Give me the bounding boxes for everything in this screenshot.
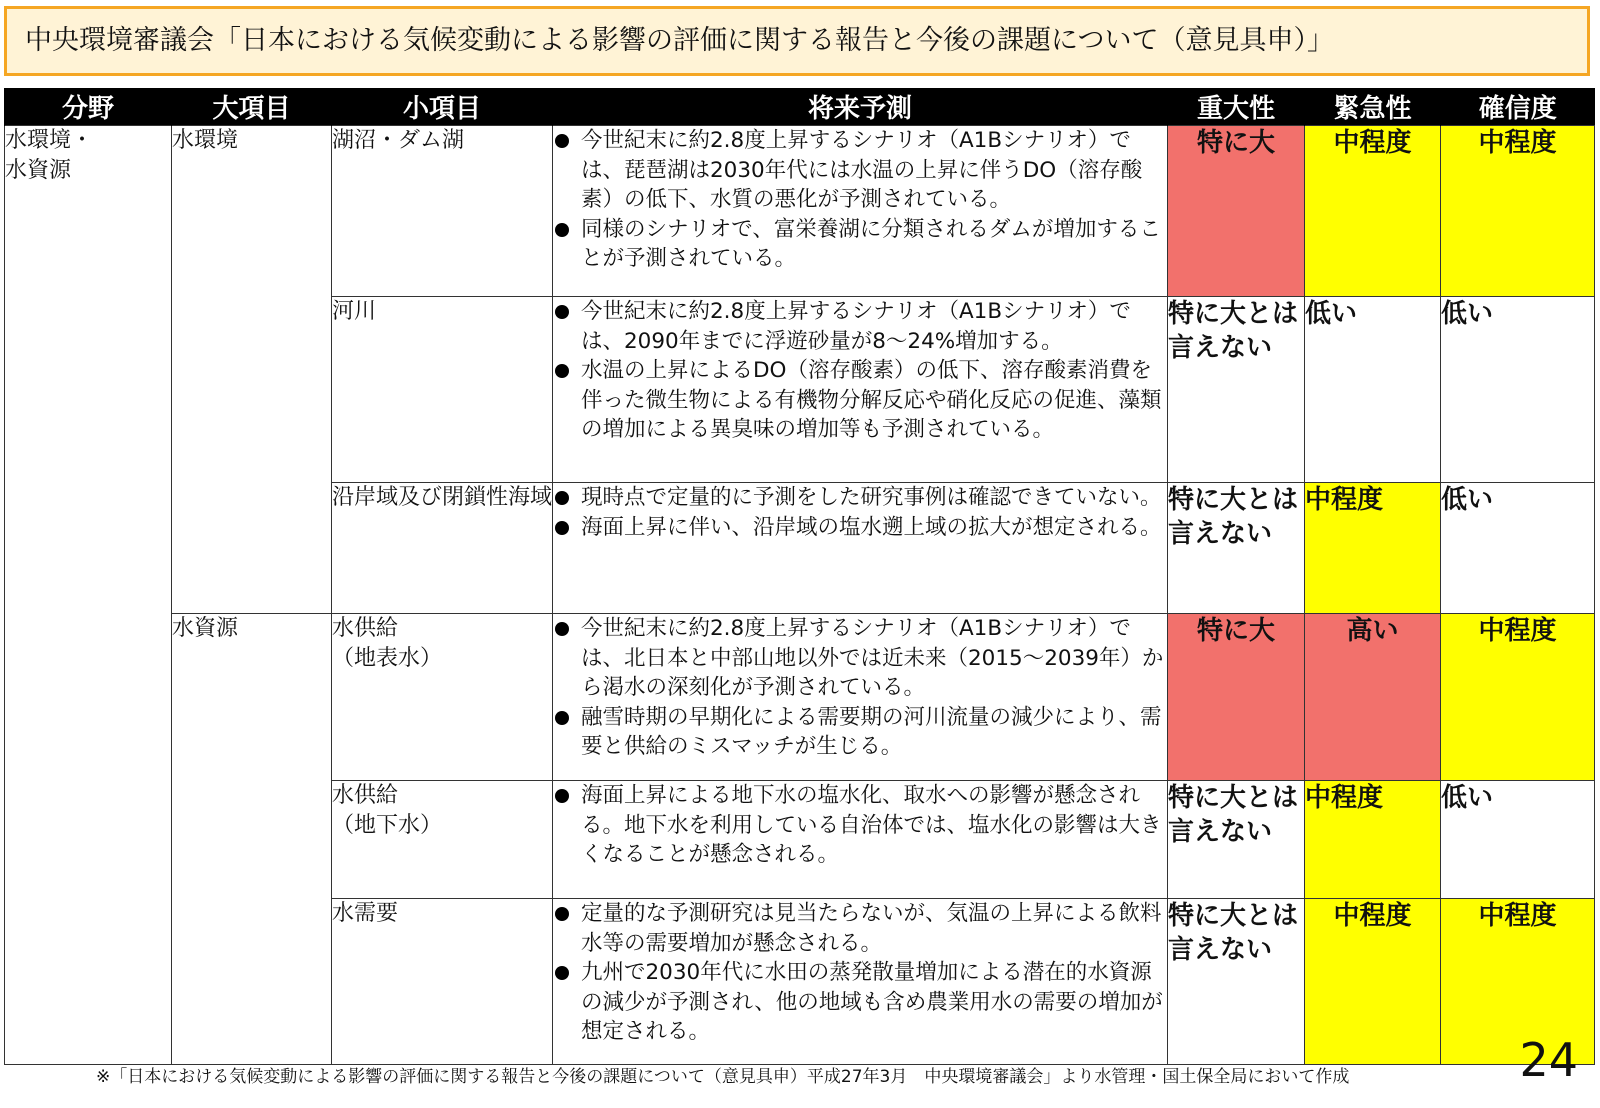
table-row	[5, 614, 1595, 781]
list-item	[553, 958, 1167, 1047]
severity-cell: 特に大	[1168, 126, 1305, 297]
bullet-text: 今世紀末に約2.8度上昇するシナリオ（A1Bシナリオ）では、2090年までに浮遊砂量が8～24%増加する。	[581, 299, 1131, 354]
bullet-text: 同様のシナリオで、富栄養湖に分類されるダムが増加することが予測されている。	[581, 216, 1161, 271]
col-header-prediction: 将来予測	[553, 88, 1168, 126]
subcategory-cell: 水供給 （地表水）	[332, 614, 553, 781]
urgency-cell: 中程度	[1305, 483, 1441, 614]
header-row	[5, 88, 1595, 126]
page-title: 中央環境審議会「日本における気候変動による影響の評価に関する報告と今後の課題について（意見具申）」	[25, 25, 1334, 56]
col-header-urgency: 緊急性	[1305, 88, 1441, 126]
urgency-cell: 中程度	[1305, 126, 1441, 297]
bullet-icon	[555, 622, 569, 636]
list-item	[553, 126, 1167, 215]
col-header-severity: 重大性	[1168, 88, 1305, 126]
category-cell: 水環境	[172, 126, 332, 614]
confidence-cell: 低い	[1441, 297, 1595, 483]
list-item	[553, 703, 1167, 762]
subcategory-cell: 水供給 （地下水）	[332, 781, 553, 899]
bullet-text: 海面上昇による地下水の塩水化、取水への影響が懸念される。地下水を利用している自治体では、塩水化の影響は大きくなることが懸念される。	[581, 783, 1162, 867]
list-item	[553, 899, 1167, 958]
urgency-cell: 中程度	[1305, 781, 1441, 899]
list-item	[553, 356, 1167, 445]
col-header-category: 大項目	[172, 88, 332, 126]
subcategory-cell: 沿岸域及び閉鎖性海域	[332, 483, 553, 614]
bullet-text: 融雪時期の早期化による需要期の河川流量の減少により、需要と供給のミスマッチが生じる。	[581, 704, 1162, 759]
confidence-cell: 中程度	[1441, 126, 1595, 297]
bullet-text: 水温の上昇によるDO（溶存酸素）の低下、溶存酸素消費を伴った微生物による有機物分解反応や硝化反応の促進、藻類の増加による異臭味の増加等も予測されている。	[581, 358, 1162, 442]
bullet-icon	[555, 134, 569, 148]
prediction-cell	[553, 899, 1168, 1065]
list-item	[553, 297, 1167, 356]
urgency-cell: 低い	[1305, 297, 1441, 483]
subcategory-cell: 水需要	[332, 899, 553, 1065]
page-number: 24	[1519, 1033, 1578, 1087]
prediction-cell	[553, 781, 1168, 899]
category-cell: 水資源	[172, 614, 332, 1065]
bullet-icon	[555, 907, 569, 921]
bullet-icon	[555, 789, 569, 803]
severity-cell: 特に大とは言えない	[1168, 297, 1305, 483]
bullet-text: 定量的な予測研究は見当たらないが、気温の上昇による飲料水等の需要増加が懸念される。	[581, 901, 1162, 956]
prediction-cell	[553, 297, 1168, 483]
severity-cell: 特に大とは言えない	[1168, 899, 1305, 1065]
bullet-icon	[555, 491, 569, 505]
list-item	[553, 483, 1167, 513]
bullet-text: 現時点で定量的に予測をした研究事例は確認できていない。	[581, 485, 1162, 510]
footnote: ※「日本における気候変動による影響の評価に関する報告と今後の課題について（意見具申）平成27年3月 中央環境審議会」より水管理・国土保全局において作成	[96, 1067, 1350, 1087]
subcategory-cell: 湖沼・ダム湖	[332, 126, 553, 297]
col-header-field: 分野	[5, 88, 172, 126]
list-item	[553, 215, 1167, 274]
subcategory-cell: 河川	[332, 297, 553, 483]
urgency-cell: 高い	[1305, 614, 1441, 781]
bullet-text: 今世紀末に約2.8度上昇するシナリオ（A1Bシナリオ）では、北日本と中部山地以外では近未来（2015～2039年）から渇水の深刻化が予測されている。	[581, 616, 1164, 700]
bullet-icon	[555, 223, 569, 237]
field-cell: 水環境・ 水資源	[5, 126, 172, 1065]
col-header-subcategory: 小項目	[332, 88, 553, 126]
bullet-icon	[555, 521, 569, 535]
severity-cell: 特に大とは言えない	[1168, 483, 1305, 614]
urgency-cell: 中程度	[1305, 899, 1441, 1065]
list-item	[553, 513, 1167, 543]
confidence-cell: 中程度	[1441, 614, 1595, 781]
prediction-cell	[553, 126, 1168, 297]
table-row	[5, 126, 1595, 297]
bullet-text: 九州で2030年代に水田の蒸発散量増加による潜在的水資源の減少が予測され、他の地域も含め農業用水の需要の増加が想定される。	[581, 960, 1163, 1044]
assessment-table	[4, 88, 1595, 1065]
title-banner	[4, 6, 1590, 76]
bullet-text: 今世紀末に約2.8度上昇するシナリオ（A1Bシナリオ）では、琵琶湖は2030年代には水温の上昇に伴うDO（溶存酸素）の低下、水質の悪化が予測されている。	[581, 128, 1143, 212]
severity-cell: 特に大	[1168, 614, 1305, 781]
bullet-icon	[555, 305, 569, 319]
list-item	[553, 781, 1167, 870]
prediction-cell	[553, 483, 1168, 614]
list-item	[553, 614, 1167, 703]
bullet-text: 海面上昇に伴い、沿岸域の塩水遡上域の拡大が想定される。	[581, 514, 1162, 540]
confidence-cell: 中程度	[1441, 899, 1595, 1065]
severity-cell: 特に大とは言えない	[1168, 781, 1305, 899]
bullet-icon	[555, 364, 569, 378]
confidence-cell: 低い	[1441, 483, 1595, 614]
col-header-confidence: 確信度	[1441, 88, 1595, 126]
confidence-cell: 低い	[1441, 781, 1595, 899]
bullet-icon	[555, 966, 569, 980]
bullet-icon	[555, 711, 569, 725]
prediction-cell	[553, 614, 1168, 781]
